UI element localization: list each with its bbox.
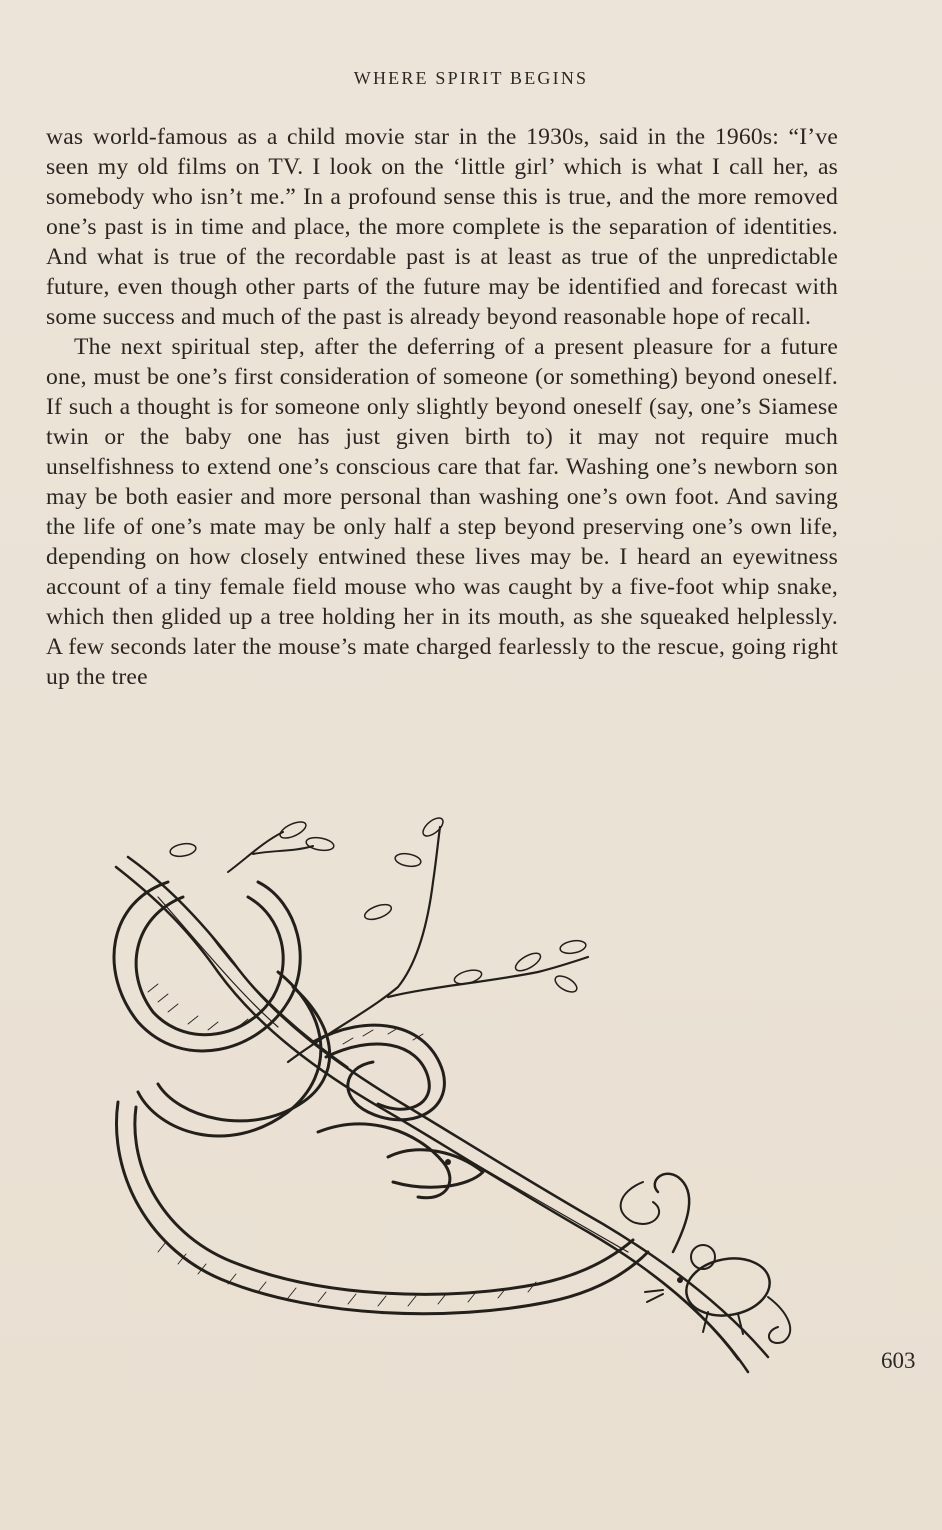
page-number: 603 bbox=[881, 1348, 916, 1373]
running-head: WHERE SPIRIT BEGINS bbox=[353, 68, 589, 88]
snake-illustration-icon bbox=[88, 812, 808, 1387]
body-text bbox=[46, 122, 838, 692]
paragraph-1: was world-famous as a child movie star in the 1930s, said in the 1960s: “I’ve seen my old films on TV. I look on the ‘little girl’ which is what I call her, as somebody who isn’t me.” In a profound sense this is true, and the more removed one’s past is in time and place, the more complete is the separation of identities. And what is true of the recordable past is at least as true of the unpredictable future, even though other parts of the future may be identified and forecast with some success and much of the past is already beyond reasonable hope of recall. bbox=[46, 124, 838, 330]
paragraph-2: The next spiritual step, after the deferring of a present pleasure for a future one, must be one’s first consideration of someone (or something) beyond oneself. If such a thought is for someone only slightly beyond oneself (say, one’s Siamese twin or the baby one has just given birth to) it may not require much unselfishness to extend one’s conscious care that far. Washing one’s newborn son may be both easier and more personal than washing one’s own foot. And saving the life of one’s mate may be only half a step beyond preserving one’s own life, depending on how closely entwined these lives may be. I heard an eyewitness account of a tiny female field mouse who was caught by a five-foot whip snake, which then glided up a tree holding her in its mouth, as she squeaked helplessly. A few seconds later the mouse’s mate charged fearlessly to the rescue, going right up the tree bbox=[46, 334, 838, 690]
